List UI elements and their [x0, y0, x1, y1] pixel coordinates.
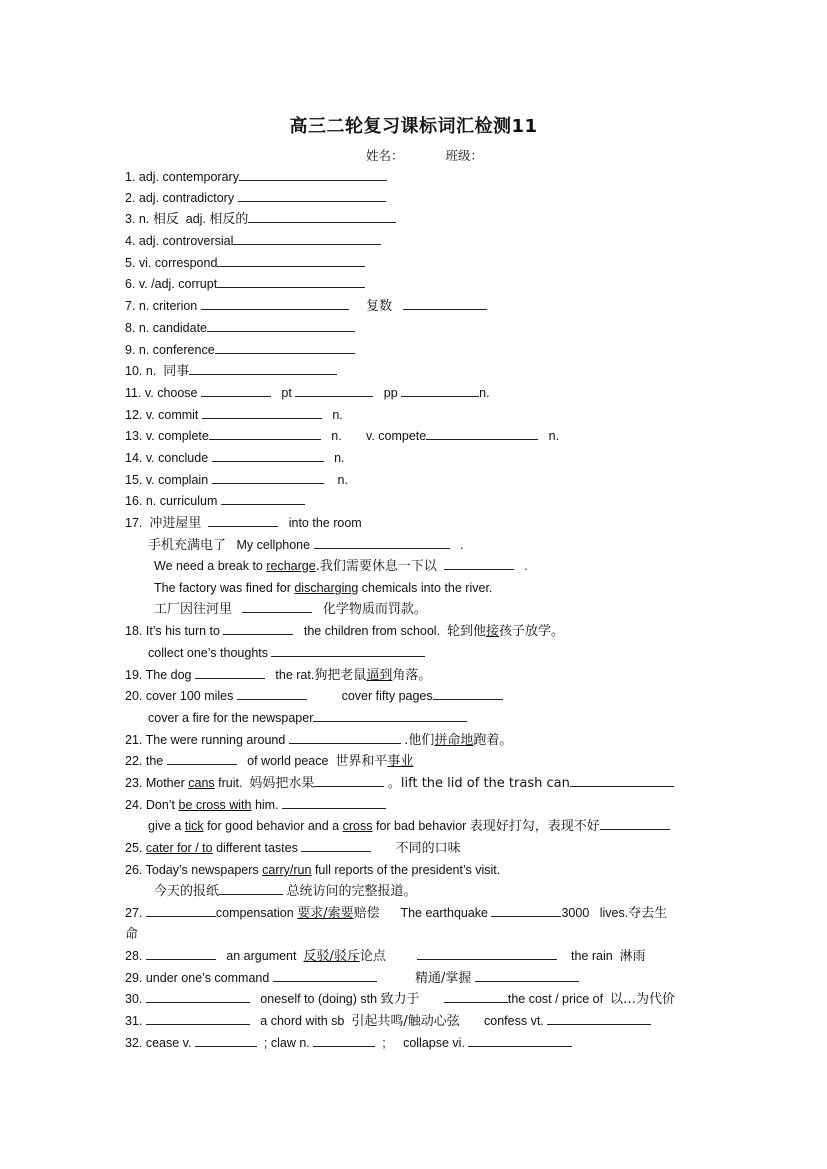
item-25: 25. cater for / to different tastes 不同的口味: [125, 841, 461, 856]
item-7: 7. n. criterion 复数: [125, 298, 487, 315]
item-18: 18. It’s his turn to the children from school. 轮到他接孩子放学。: [125, 624, 565, 639]
item-6: 6. v. /adj. corrupt: [125, 276, 365, 292]
item-22: 22. the of world peace 世界和平事业: [125, 754, 414, 769]
item-10: 10. n. 同事: [125, 363, 337, 380]
item-23: 23. Mother cans fruit. 妈妈把水果 。lift the lid of the trash can: [125, 775, 674, 792]
item-21: 21. The were running around .他们拼命地跑着。: [125, 733, 513, 748]
item-11: 11. v. choose pt pp n.: [125, 386, 490, 400]
item-27: 27. compensation 要求/索要赔偿 The earthquake 3000 lives.夺去生: [125, 906, 668, 921]
item-20-line-2: cover a fire for the newspaper: [148, 710, 467, 726]
item-28: 28. an argument 反驳/驳斥论点 the rain 淋雨: [125, 949, 646, 964]
item-20: 20. cover 100 miles cover fifty pages: [125, 688, 503, 704]
item-12: 12. v. commit n.: [125, 408, 343, 422]
class-label: 班级：: [445, 148, 484, 163]
item-24: 24. Don’t be cross with him.: [125, 797, 386, 813]
item-13: 13. v. complete n. v. compete n.: [125, 429, 560, 443]
page-title: 高三二轮复习课标词汇检测11: [289, 116, 538, 137]
item-17: 17. 冲进屋里 into the room: [125, 516, 362, 531]
item-8: 8. n. candidate: [125, 320, 355, 336]
item-1: 1. adj. contemporary: [125, 169, 387, 185]
name-label: 姓名：: [366, 148, 404, 163]
item-15: 15. v. complain n.: [125, 473, 348, 487]
item-19: 19. The dog the rat.狗把老鼠逼到角落。: [125, 668, 432, 683]
item-5: 5. vi. correspond: [125, 255, 365, 271]
item-2: 2. adj. contradictory: [125, 190, 386, 206]
item-18-line-2: collect one’s thoughts: [148, 645, 425, 661]
item-4: 4. adj. controversial: [125, 233, 381, 249]
item-9: 9. n. conference: [125, 342, 355, 358]
item-17-line-5: 工厂因往河里 化学物质而罚款。: [154, 602, 427, 617]
item-26-line-2: 今天的报纸 总统访问的完整报道。: [154, 884, 417, 899]
item-31: 31. a chord with sb 引起共鸣/触动心弦 confess vt.: [125, 1013, 651, 1030]
header-fields: [366, 146, 483, 164]
item-17-line-2: 手机充满电了 My cellphone .: [148, 538, 464, 553]
item-27-line-2: 命: [125, 927, 139, 942]
item-29: 29. under one’s command 精通/掌握: [125, 970, 579, 987]
item-24-line-2: give a tick for good behavior and a cross for bad behavior 表现好打勾，表现不好: [148, 818, 670, 835]
item-17-line-4: The factory was fined for discharging chemicals into the river.: [154, 581, 493, 595]
item-30: 30. oneself to (doing) sth 致力于 the cost / price of 以…为代价: [125, 992, 676, 1007]
item-14: 14. v. conclude n.: [125, 451, 345, 465]
item-16: 16. n. curriculum: [125, 493, 305, 509]
item-3: 3. n. 相反 adj. 相反的: [125, 211, 396, 228]
item-17-line-3: We need a break to recharge.我们需要休息一下以 .: [154, 559, 528, 574]
item-26: 26. Today’s newspapers carry/run full reports of the president’s visit.: [125, 863, 501, 877]
item-32: 32. cease v. ; claw n. ; collapse vi.: [125, 1035, 572, 1051]
